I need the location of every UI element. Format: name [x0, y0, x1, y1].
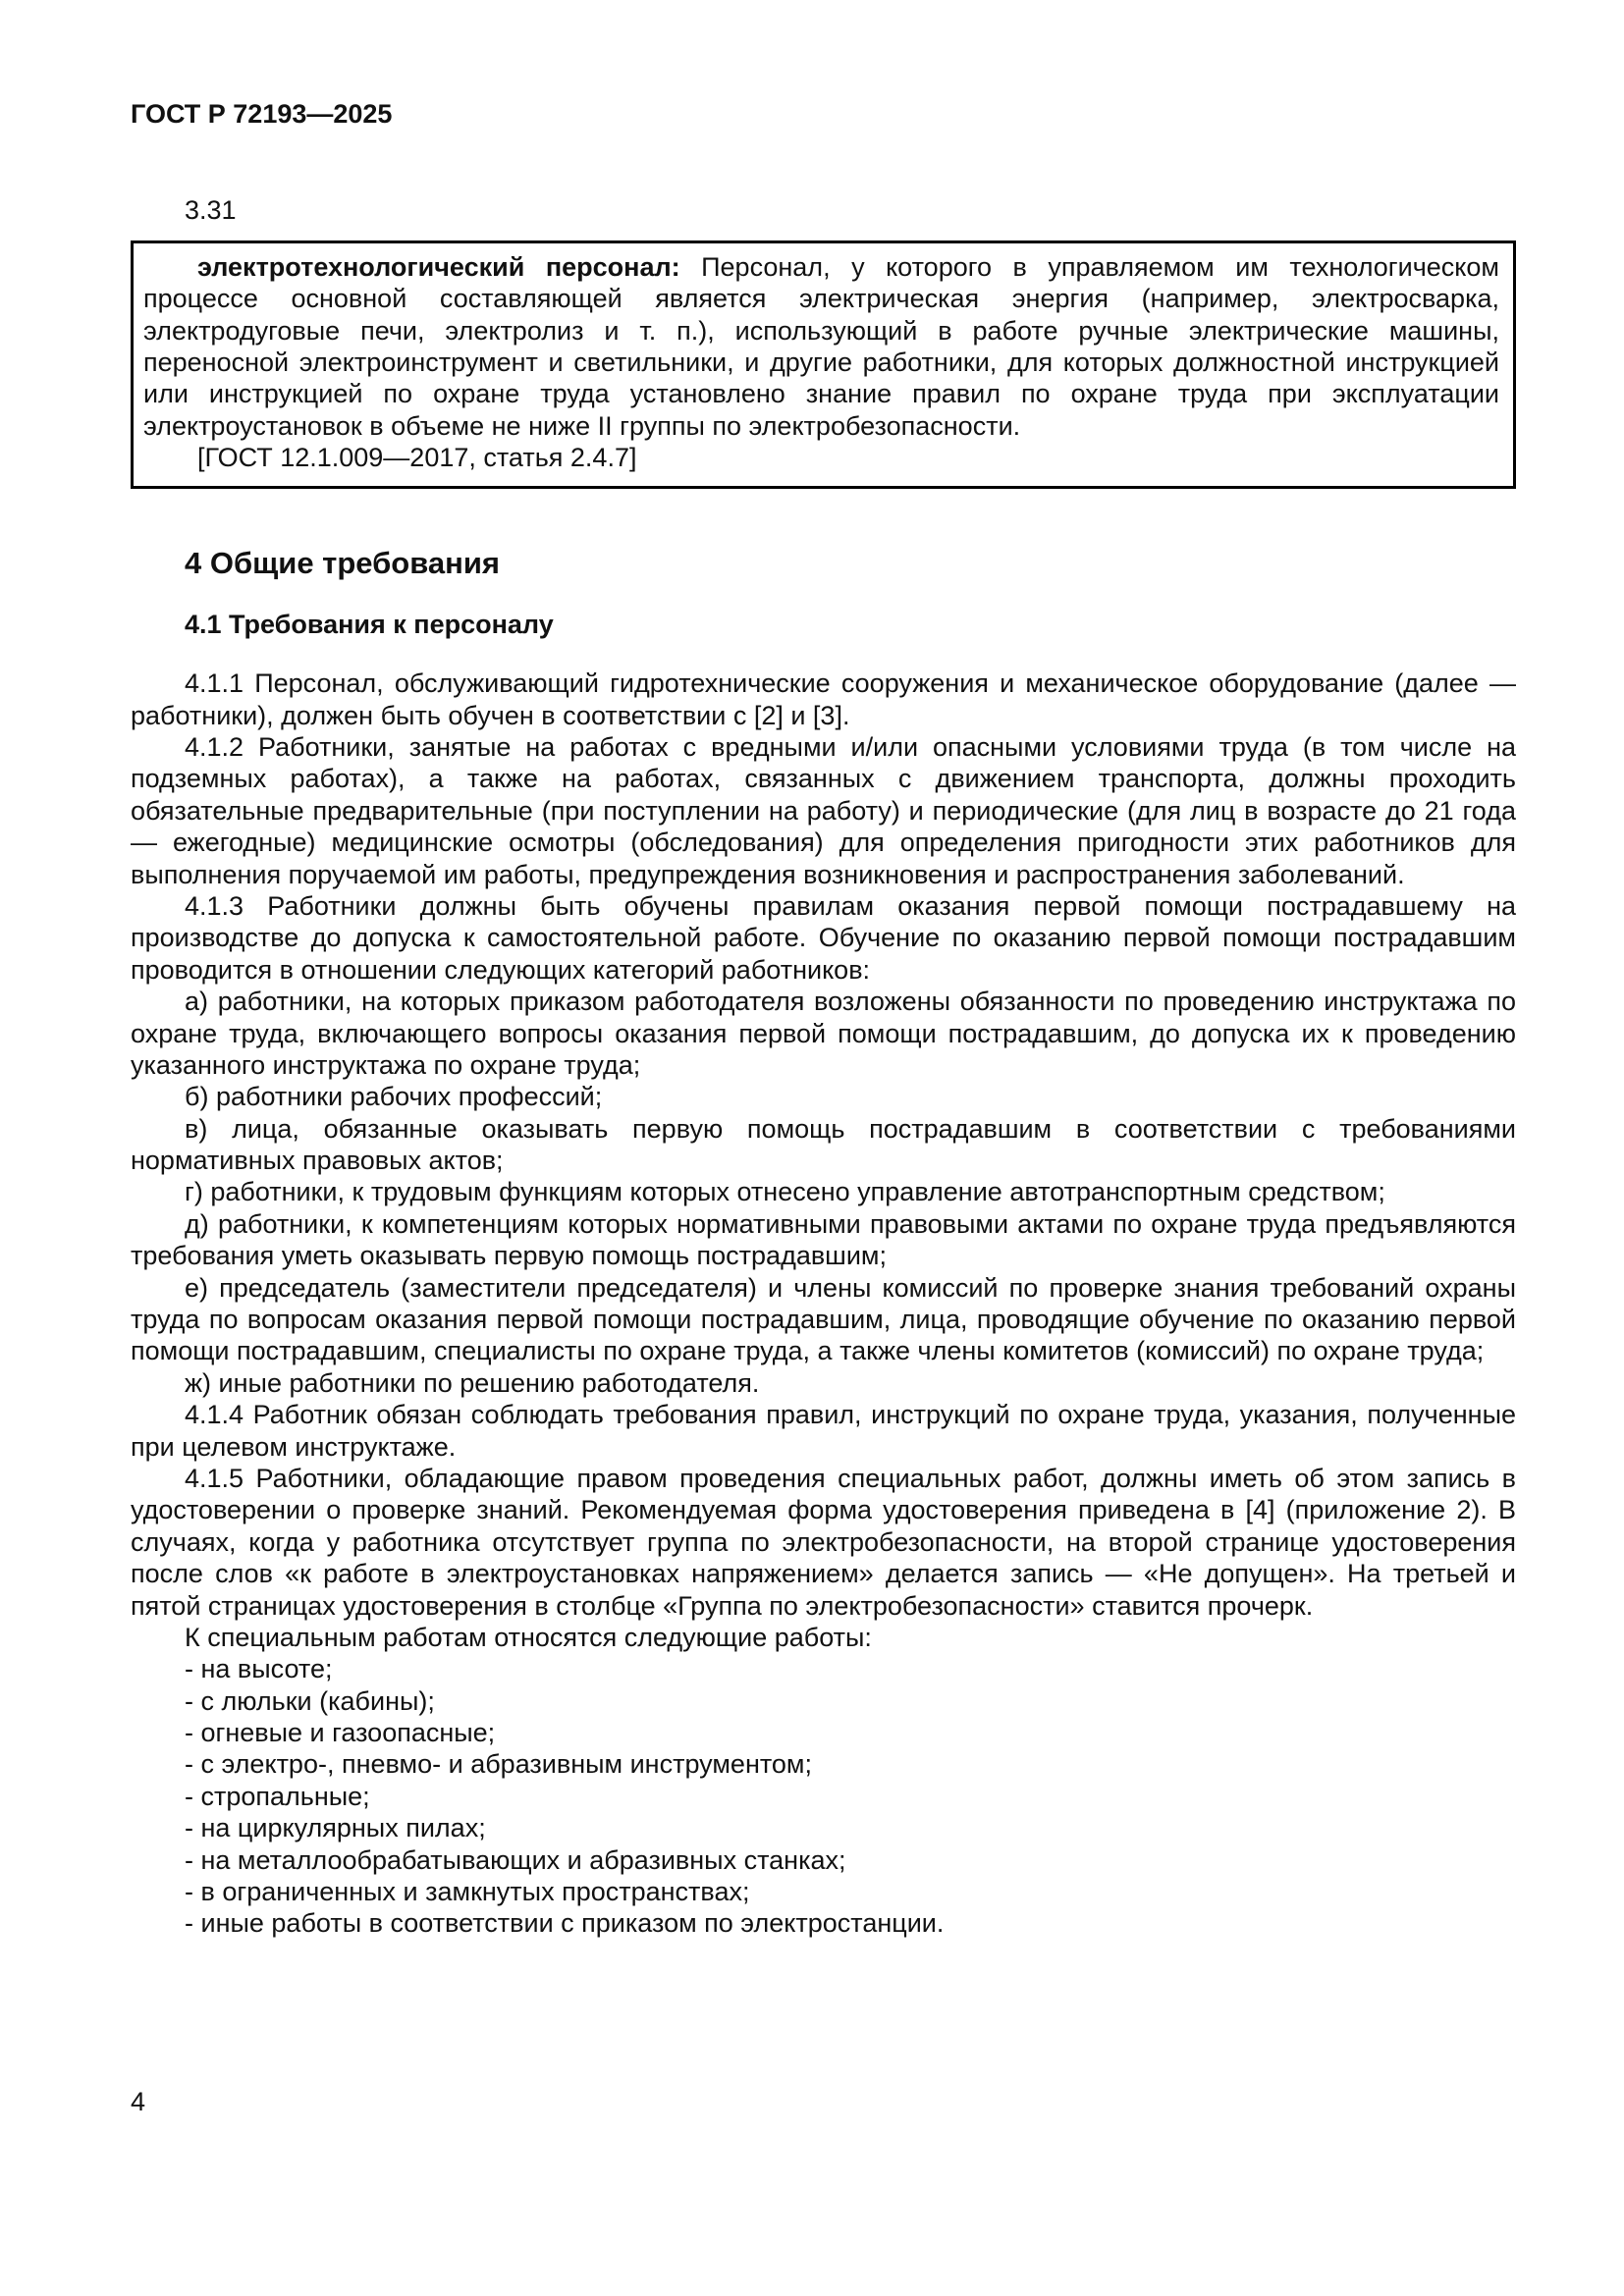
- special-work-item: - с люльки (кабины);: [185, 1685, 435, 1716]
- list-item-a: а) работники, на которых приказом работодателя возложены обязанности по проведению инструктажа по охране труда, включающего вопросы оказания первой помощи пострадавшим, до допуска их к проведению указанного инструктажа по охране труда;: [131, 987, 1516, 1080]
- paragraph-4-1-1: 4.1.1 Персонал, обслуживающий гидротехнические сооружения и механическое оборудование (далее — работники), должен быть обучен в соответствии с [2] и [3].: [131, 668, 1516, 730]
- paragraph-4-1-3: 4.1.3 Работники должны быть обучены правилам оказания первой помощи пострадавшему на производстве до допуска к самостоятельной работе. Обучение по оказанию первой помощи пострадавшим проводится в отношении следующих категорий работников:: [131, 890, 1516, 985]
- special-work-item: - огневые и газоопасные;: [185, 1718, 496, 1748]
- definition-text: Персонал, у которого в управляемом им технологическом процессе основной составляющей является электрическая энергия (например, электросварка, электродуговые печи, электролиз и т. п.), использующий в работе ручные электрические машины, переносной электроинструмент и светильники, и другие работники, для которых должностной инструкцией или инструкцией по охране труда установлено знание правил по охране труда при эксплуатации электроустановок в объеме не ниже II группы по электробезопасности.: [143, 251, 1499, 441]
- page-number: 4: [131, 2086, 146, 2116]
- list-item-v: в) лица, обязанные оказывать первую помощь пострадавшим в соответствии с требованиями нормативных правовых актов;: [131, 1113, 1516, 1176]
- special-work-item: - стропальные;: [185, 1781, 370, 1811]
- section-title: 4 Общие требования: [185, 545, 500, 580]
- special-work-item: - иные работы в соответствии с приказом по электростанции.: [185, 1908, 945, 1939]
- clause-number: 3.31: [185, 195, 237, 226]
- list-item-zh: ж) иные работники по решению работодателя.: [185, 1367, 760, 1398]
- paragraph-4-1-5: 4.1.5 Работники, обладающие правом проведения специальных работ, должны иметь об этом запись в удостоверении о проверке знаний. Рекомендуемая форма удостоверения приведена в [4] (приложение 2). В случаях, когда у работника отсутствует группа по электробезопасности, на второй странице удостоверения после слов «к работе в электроустановках напряжением» делается запись — «Не допущен». На третьей и пятой страницах удостоверения в столбце «Группа по электробезопасности» ставится прочерк.: [131, 1463, 1516, 1621]
- definition-box: [131, 240, 1516, 489]
- definition-term: электротехнологический персонал:: [197, 251, 680, 282]
- definition-source: [ГОСТ 12.1.009—2017, статья 2.4.7]: [197, 443, 637, 473]
- list-item-d: д) работники, к компетенциям которых нормативными правовыми актами по охране труда предъявляются требования уметь оказывать первую помощь пострадавшим;: [131, 1208, 1516, 1271]
- list-item-b: б) работники рабочих профессий;: [185, 1082, 603, 1112]
- special-work-item: - в ограниченных и замкнутых пространствах;: [185, 1877, 750, 1907]
- list-item-e: е) председатель (заместители председателя) и члены комиссий по проверке знания требований охраны труда по вопросам оказания первой помощи пострадавшим, лица, проводящие обучение по оказанию первой помощи пострадавшим, специалисты по охране труда, а также члены комитетов (комиссий) по охране труда;: [131, 1272, 1516, 1366]
- list-item-g: г) работники, к трудовым функциям которых отнесено управление автотранспортным средством;: [185, 1177, 1385, 1207]
- special-work-item: - с электро-, пневмо- и абразивным инструментом;: [185, 1749, 812, 1780]
- paragraph-4-1-2: 4.1.2 Работники, занятые на работах с вредными и/или опасными условиями труда (в том числе на подземных работах), а также на работах, связанных с движением транспорта, должны проходить обязательные предварительные (при поступлении на работу) и периодические (для лиц в возрасте до 21 года — ежегодные) медицинские осмотры (обследования) для определения пригодности этих работников для выполнения поручаемой им работы, предупреждения возникновения и распространения заболеваний.: [131, 731, 1516, 889]
- subsection-title: 4.1 Требования к персоналу: [185, 610, 554, 640]
- definition-paragraph: [143, 251, 1499, 442]
- special-work-item: - на высоте;: [185, 1654, 333, 1684]
- special-works-intro: К специальным работам относятся следующие работы:: [185, 1622, 872, 1652]
- section-body: [131, 667, 1516, 1940]
- document-code-header: ГОСТ Р 72193—2025: [131, 99, 393, 129]
- paragraph-4-1-4: 4.1.4 Работник обязан соблюдать требования правил, инструкций по охране труда, указания, полученные при целевом инструктаже.: [131, 1400, 1516, 1462]
- special-work-item: - на металлообрабатывающих и абразивных станках;: [185, 1844, 846, 1875]
- special-work-item: - на циркулярных пилах;: [185, 1813, 486, 1843]
